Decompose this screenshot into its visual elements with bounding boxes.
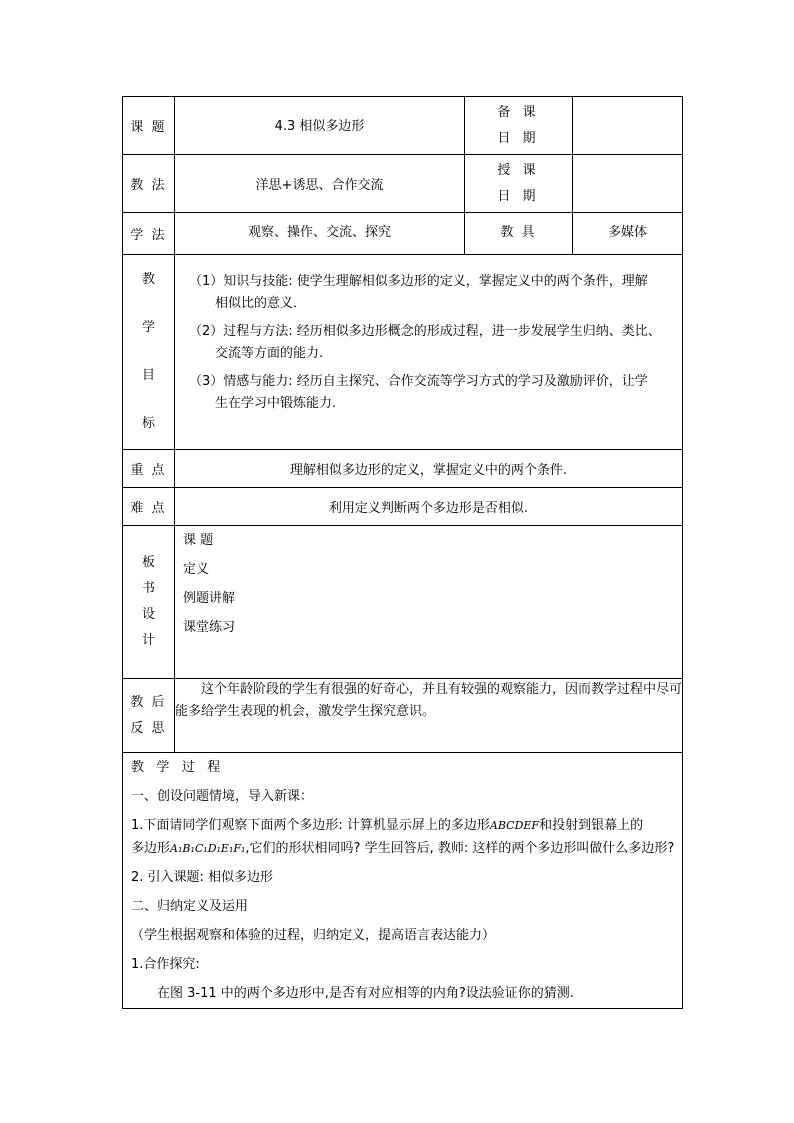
prep-label-line2: 日 期: [497, 130, 540, 146]
objective-item: [175, 315, 682, 365]
board-content: [175, 526, 683, 679]
topic-value: 4.3 相似多边形: [175, 97, 465, 155]
board-char-1: 板: [141, 555, 155, 570]
item-1-text-d: ,它们的形状相同吗? 学生回答后, 教师: 这样的两个多边形叫做什么多边形?: [245, 841, 675, 856]
objective-2-line1: （2）过程与方法: 经历相似多边形概念的形成过程，进一步发展学生归纳、类比、: [189, 324, 661, 339]
teach-label-line1: 授 课: [497, 162, 540, 178]
prep-label-line1: 备 课: [497, 104, 540, 120]
teach-date-value: [573, 155, 683, 213]
method-label: 教 法: [123, 155, 175, 213]
board-line-practice: 课堂练习: [183, 620, 236, 635]
teach-date-label: [465, 155, 573, 213]
study-label: 学 法: [123, 213, 175, 255]
prep-date-label: [465, 97, 573, 155]
objective-1-line2: 相似比的意义．: [215, 296, 307, 311]
method-value: 洋思+诱思、合作交流: [175, 155, 465, 213]
reflection-label: [123, 679, 175, 753]
cooperation-heading: 1.合作探究:: [131, 957, 200, 972]
board-row: [123, 526, 683, 679]
objective-3-line1: （3）情感与能力: 经历自主探究、合作交流等学习方式的学习及激励评价，让学: [189, 374, 648, 389]
reflection-label-line2: 反 思: [130, 720, 167, 736]
board-char-4: 计: [141, 633, 155, 648]
reflection-label-line1: 教 后: [130, 694, 167, 710]
board-char-3: 设: [141, 607, 155, 622]
section-2-heading: 二、归纳定义及运用: [131, 899, 249, 914]
process-row: [123, 753, 683, 1009]
reflection-text: 这个年龄阶段的学生有很强的好奇心，并且有较强的观察能力，因而教学过程中尽可能多给学生表现的机会，激发学生探究意识。: [175, 679, 683, 753]
study-value: 观察、操作、交流、探究: [175, 213, 465, 255]
objectives-content: [175, 255, 683, 450]
polygon-abcdef: ABCDEF: [489, 819, 540, 832]
board-line-topic: 课 题: [183, 533, 214, 548]
objectives-char-3: 目: [141, 368, 155, 383]
process-content: [123, 753, 683, 1009]
objective-item: [175, 365, 682, 415]
method-row: [123, 155, 683, 213]
objective-item: [175, 265, 682, 315]
tools-label: 教 具: [465, 213, 573, 255]
polygon-a1b1c1d1e1f1: A₁B₁C₁D₁E₁F₁: [170, 842, 246, 855]
difficulty-row: [123, 488, 683, 526]
objectives-char-2: 学: [141, 320, 155, 335]
board-line-examples: 例题讲解: [183, 591, 236, 606]
lesson-plan-table: [122, 96, 683, 1009]
study-row: [123, 213, 683, 255]
teach-label-line2: 日 期: [497, 188, 540, 204]
reflection-row: [123, 679, 683, 753]
section-1-heading: 一、创设问题情境，导入新课：: [131, 789, 314, 804]
topic-row: [123, 97, 683, 155]
objectives-char-4: 标: [141, 416, 155, 431]
objectives-char-1: 教: [141, 272, 155, 287]
process-title: 教 学 过 程: [131, 760, 221, 775]
difficulty-value: 利用定义判断两个多边形是否相似.: [175, 488, 683, 526]
prep-date-value: [573, 97, 683, 155]
objective-2-line2: 交流等方面的能力.: [215, 346, 324, 361]
topic-label: 课 题: [123, 97, 175, 155]
exploration-question: 在图 3-11 中的两个多边形中,是否有对应相等的内角?设法验证你的猜测.: [157, 986, 574, 1001]
board-label: [123, 526, 175, 679]
objective-3-line2: 生在学习中锻炼能力.: [215, 396, 337, 411]
process-item-1: [123, 811, 682, 863]
key-point-label: 重 点: [123, 450, 175, 488]
process-note: （学生根据观察和体验的过程，归纳定义，提高语言表达能力）: [131, 928, 496, 943]
board-line-definition: 定义: [183, 562, 210, 577]
item-1-text-a: 1.下面请同学们观察下面两个多边形: 计算机显示屏上的多边形: [131, 818, 490, 833]
process-item-2: 2. 引入课题: 相似多边形: [131, 870, 274, 885]
objectives-label: [123, 255, 175, 450]
key-point-value: 理解相似多边形的定义，掌握定义中的两个条件.: [175, 450, 683, 488]
objectives-row: [123, 255, 683, 450]
item-1-text-c: 多边形: [131, 841, 171, 856]
objective-1-line1: （1）知识与技能: 使学生理解相似多边形的定义，掌握定义中的两个条件，理解: [189, 274, 648, 289]
board-char-2: 书: [141, 581, 155, 596]
tools-value: 多媒体: [573, 213, 683, 255]
item-1-text-b: 和投射到银幕上的: [539, 818, 644, 833]
key-point-row: [123, 450, 683, 488]
difficulty-label: 难 点: [123, 488, 175, 526]
